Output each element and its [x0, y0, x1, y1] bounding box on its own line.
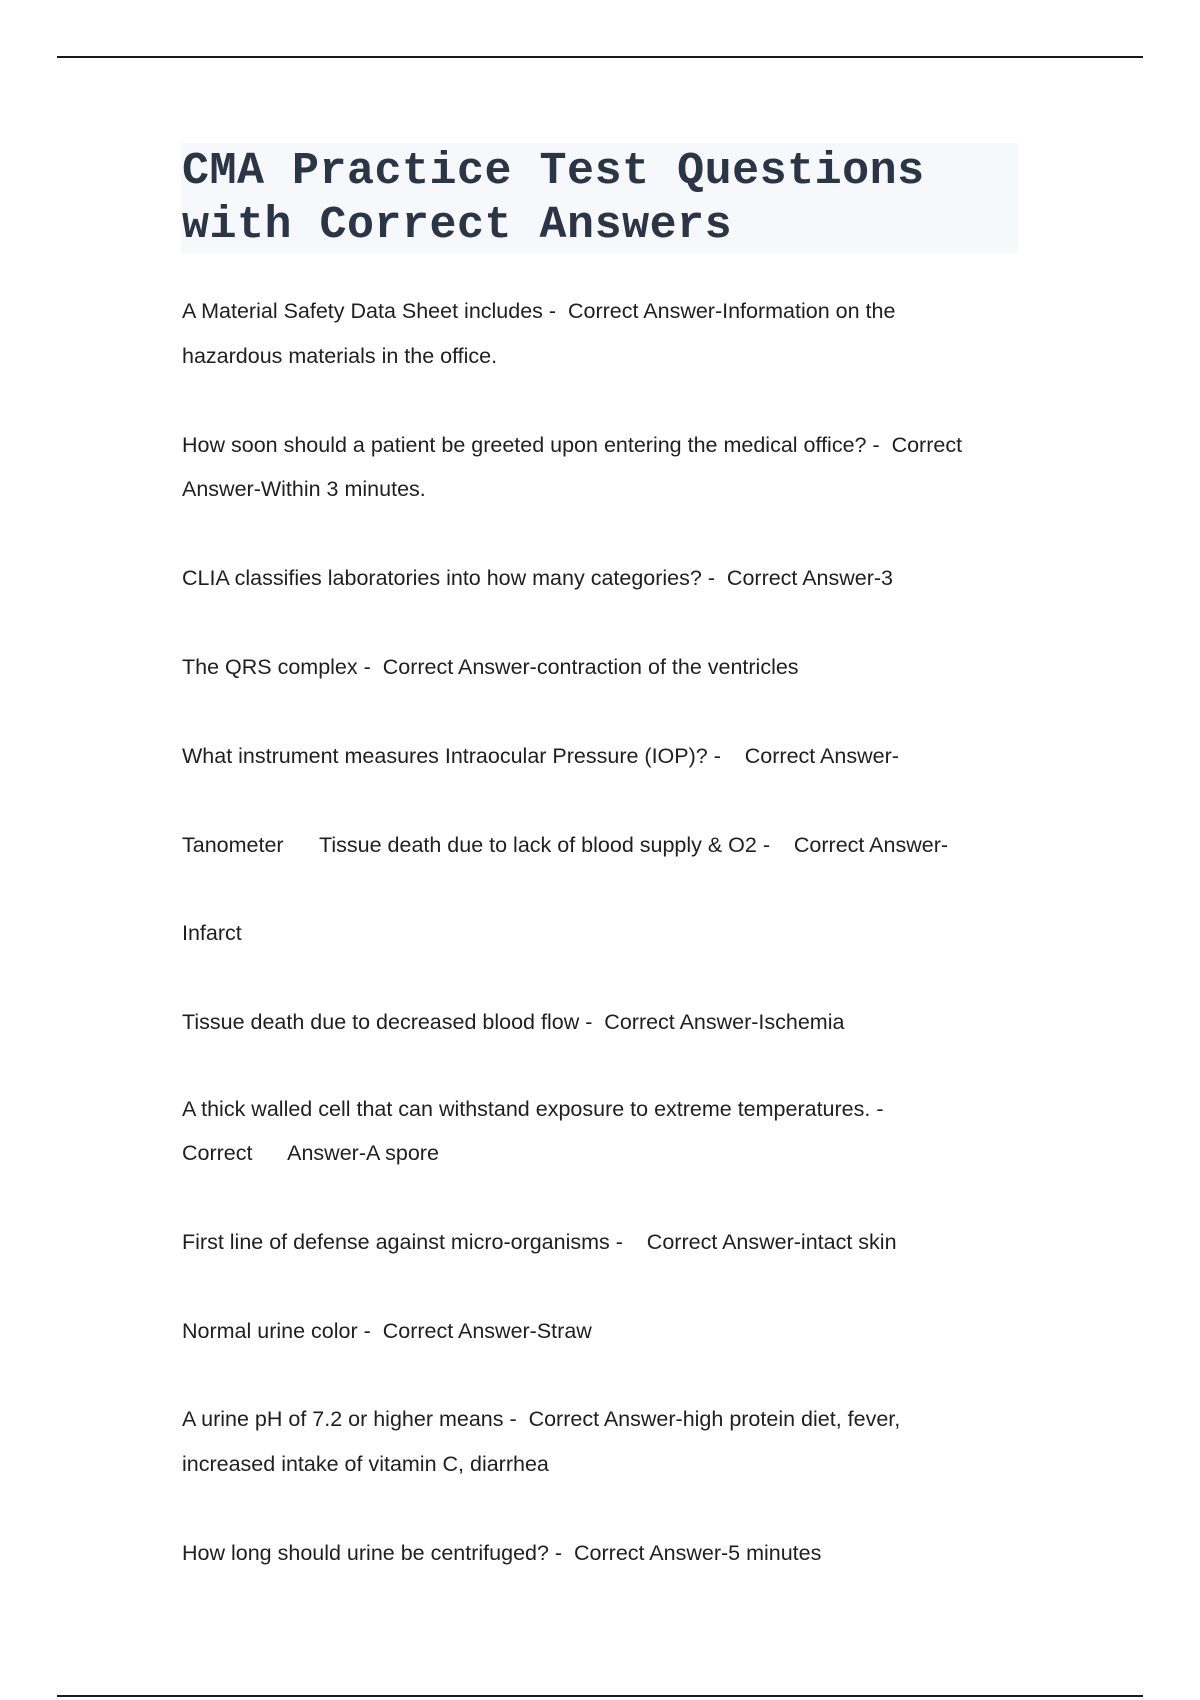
qa-line: A urine pH of 7.2 or higher means - Correct Answer-high protein diet, fever,	[182, 1407, 901, 1431]
qa-line: How long should urine be centrifuged? - Correct Answer-5 minutes	[182, 1541, 822, 1565]
qa-line: How soon should a patient be greeted upon entering the medical office? - Correct	[182, 433, 963, 457]
qa-line: Normal urine color - Correct Answer-Straw	[182, 1319, 592, 1343]
title-line-1: CMA Practice Test Questions	[182, 146, 925, 197]
footer-rule	[57, 1695, 1143, 1697]
qa-line: Tanometer Tissue death due to lack of blood supply & O2 - Correct Answer-	[182, 833, 949, 857]
qa-line: hazardous materials in the office.	[182, 344, 498, 368]
qa-line: First line of defense against micro-organisms - Correct Answer-intact skin	[182, 1230, 897, 1254]
qa-line: A Material Safety Data Sheet includes - Correct Answer-Information on the	[182, 299, 896, 323]
qa-line: CLIA classifies laboratories into how many categories? - Correct Answer-3	[182, 566, 894, 590]
qa-line: Tissue death due to decreased blood flow - Correct Answer-Ischemia	[182, 1010, 845, 1034]
qa-line: Infarct	[182, 921, 242, 945]
header-rule	[57, 56, 1143, 58]
qa-line: What instrument measures Intraocular Pressure (IOP)? - Correct Answer-	[182, 744, 899, 768]
title-block	[181, 143, 1018, 253]
qa-line: increased intake of vitamin C, diarrhea	[182, 1452, 549, 1476]
qa-line: The QRS complex - Correct Answer-contraction of the ventricles	[182, 655, 799, 679]
qa-line: Answer-Within 3 minutes.	[182, 477, 426, 501]
title-line-2: with Correct Answers	[182, 200, 733, 251]
qa-line: Correct Answer-A spore	[182, 1141, 439, 1165]
qa-line: A thick walled cell that can withstand exposure to extreme temperatures. -	[182, 1097, 884, 1121]
